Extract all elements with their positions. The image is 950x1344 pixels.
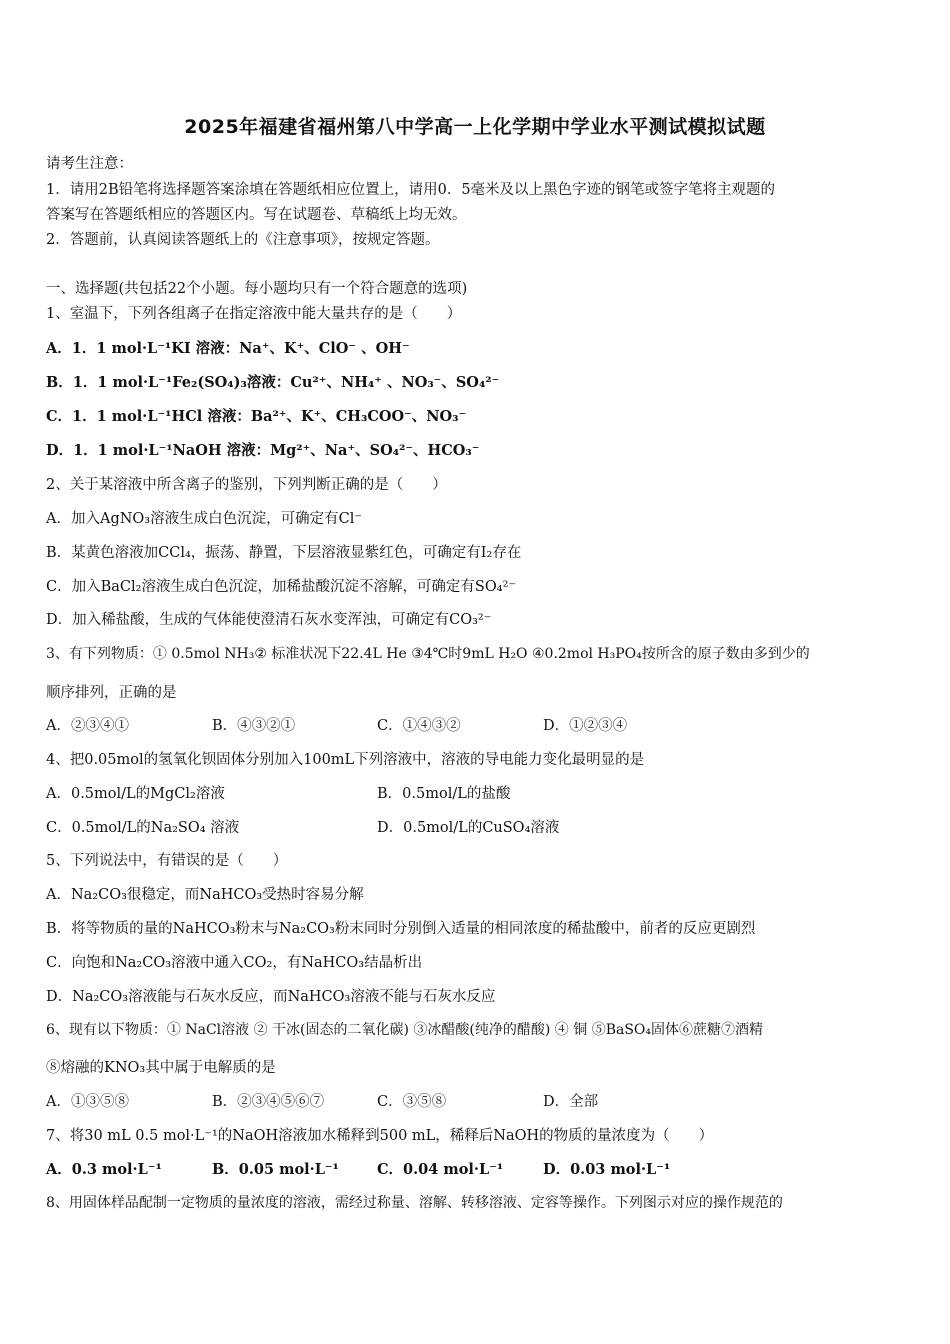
q7-option-b: B．0.05 mol·L⁻¹: [212, 1161, 339, 1178]
page-title: 2025年福建省福州第八中学高一上化学期中学业水平测试模拟试题: [184, 116, 766, 138]
q3-stem-b: 顺序排列，正确的是: [46, 685, 177, 701]
q1-option-d: D．1．1 mol·L⁻¹NaOH 溶液：Mg²⁺、Na⁺、SO₄²⁻、HCO₃⁻: [46, 442, 480, 459]
q7-option-a: A．0.3 mol·L⁻¹: [46, 1161, 162, 1178]
q4-option-a: A．0.5mol/L的MgCl₂溶液: [46, 786, 225, 802]
q4-stem: 4、把0.05mol的氢氧化钡固体分别加入100mL下列溶液中，溶液的导电能力变化最明显的是: [46, 752, 645, 768]
q5-option-d: D．Na₂CO₃溶液能与石灰水反应，而NaHCO₃溶液不能与石灰水反应: [46, 989, 496, 1005]
q7-option-d: D．0.03 mol·L⁻¹: [543, 1161, 671, 1178]
q6-option-d: D．全部: [543, 1094, 599, 1110]
q1-option-c: C．1．1 mol·L⁻¹HCl 溶液：Ba²⁺、K⁺、CH₃COO⁻、NO₃⁻: [46, 408, 467, 425]
notice-item-1b: 答案写在答题纸相应的答题区内。写在试题卷、草稿纸上均无效。: [46, 207, 467, 223]
q2-option-a: A．加入AgNO₃溶液生成白色沉淀，可确定有Cl⁻: [46, 511, 362, 527]
q6-option-a: A．①③⑤⑧: [46, 1094, 129, 1110]
q3-option-d: D．①②③④: [543, 718, 628, 734]
notice-heading: 请考生注意：: [46, 156, 133, 172]
q2-option-d: D．加入稀盐酸，生成的气体能使澄清石灰水变浑浊，可确定有CO₃²⁻: [46, 612, 492, 628]
q4-option-b: B．0.5mol/L的盐酸: [377, 786, 511, 802]
q6-option-b: B．②③④⑤⑥⑦: [212, 1094, 325, 1110]
q3-stem-a: 3、有下列物质：① 0.5mol NH₃② 标准状况下22.4L He ③4℃时9mL H₂O ④0.2mol H₃PO₄按所含的原子数由多到少的: [46, 646, 810, 662]
q8-stem: 8、用固体样品配制一定物质的量浓度的溶液，需经过称量、溶解、转移溶液、定容等操作。下列图示对应的操作规范的: [46, 1195, 783, 1211]
q1-stem: 1、室温下，下列各组离子在指定溶液中能大量共存的是（ ）: [46, 306, 462, 322]
q5-option-b: B．将等物质的量的NaHCO₃粉末与Na₂CO₃粉末同时分别倒入适量的相同浓度的稀盐酸中，前者的反应更剧烈: [46, 921, 756, 937]
notice-item-2: 2．答题前，认真阅读答题纸上的《注意事项》，按规定答题。: [46, 232, 440, 248]
q5-option-c: C．向饱和Na₂CO₃溶液中通入CO₂，有NaHCO₃结晶析出: [46, 955, 423, 971]
q2-option-c: C．加入BaCl₂溶液生成白色沉淀，加稀盐酸沉淀不溶解，可确定有SO₄²⁻: [46, 579, 517, 595]
notice-item-1a: 1．请用2B铅笔将选择题答案涂填在答题纸相应位置上，请用0．5毫米及以上黑色字迹的钢笔或签字笔将主观题的: [46, 182, 776, 198]
q6-option-c: C．③⑤⑧: [377, 1094, 447, 1110]
q1-option-b: B．1．1 mol·L⁻¹Fe₂(SO₄)₃溶液：Cu²⁺、NH₄⁺ 、NO₃⁻、SO₄²⁻: [46, 374, 500, 391]
q3-option-a: A．②③④①: [46, 718, 129, 734]
q6-stem-a: 6、现有以下物质：① NaCl溶液 ② 干冰(固态的二氧化碳) ③冰醋酸(纯净的醋酸) ④ 铜 ⑤BaSO₄固体⑥蔗糖⑦酒精: [46, 1022, 764, 1038]
q2-option-b: B．某黄色溶液加CCl₄，振荡、静置，下层溶液显紫红色，可确定有I₂存在: [46, 545, 522, 561]
q1-option-a: A．1．1 mol·L⁻¹KI 溶液：Na⁺、K⁺、ClO⁻ 、OH⁻: [46, 340, 410, 357]
q4-option-d: D．0.5mol/L的CuSO₄溶液: [377, 820, 560, 836]
q5-stem: 5、下列说法中，有错误的是（ ）: [46, 853, 288, 869]
q4-option-c: C．0.5mol/L的Na₂SO₄ 溶液: [46, 820, 240, 836]
q5-option-a: A．Na₂CO₃很稳定，而NaHCO₃受热时容易分解: [46, 887, 364, 903]
q6-stem-b: ⑧熔融的KNO₃其中属于电解质的是: [46, 1060, 276, 1076]
q7-stem: 7、将30 mL 0.5 mol·L⁻¹的NaOH溶液加水稀释到500 mL，稀释后NaOH的物质的量浓度为（ ）: [46, 1128, 714, 1144]
section-heading: 一、选择题(共包括22个小题。每小题均只有一个符合题意的选项): [46, 281, 468, 297]
q7-option-c: C．0.04 mol·L⁻¹: [377, 1161, 504, 1178]
q2-stem: 2、关于某溶液中所含离子的鉴别，下列判断正确的是（ ）: [46, 477, 447, 493]
q3-option-b: B．④③②①: [212, 718, 296, 734]
q3-option-c: C．①④③②: [377, 718, 461, 734]
